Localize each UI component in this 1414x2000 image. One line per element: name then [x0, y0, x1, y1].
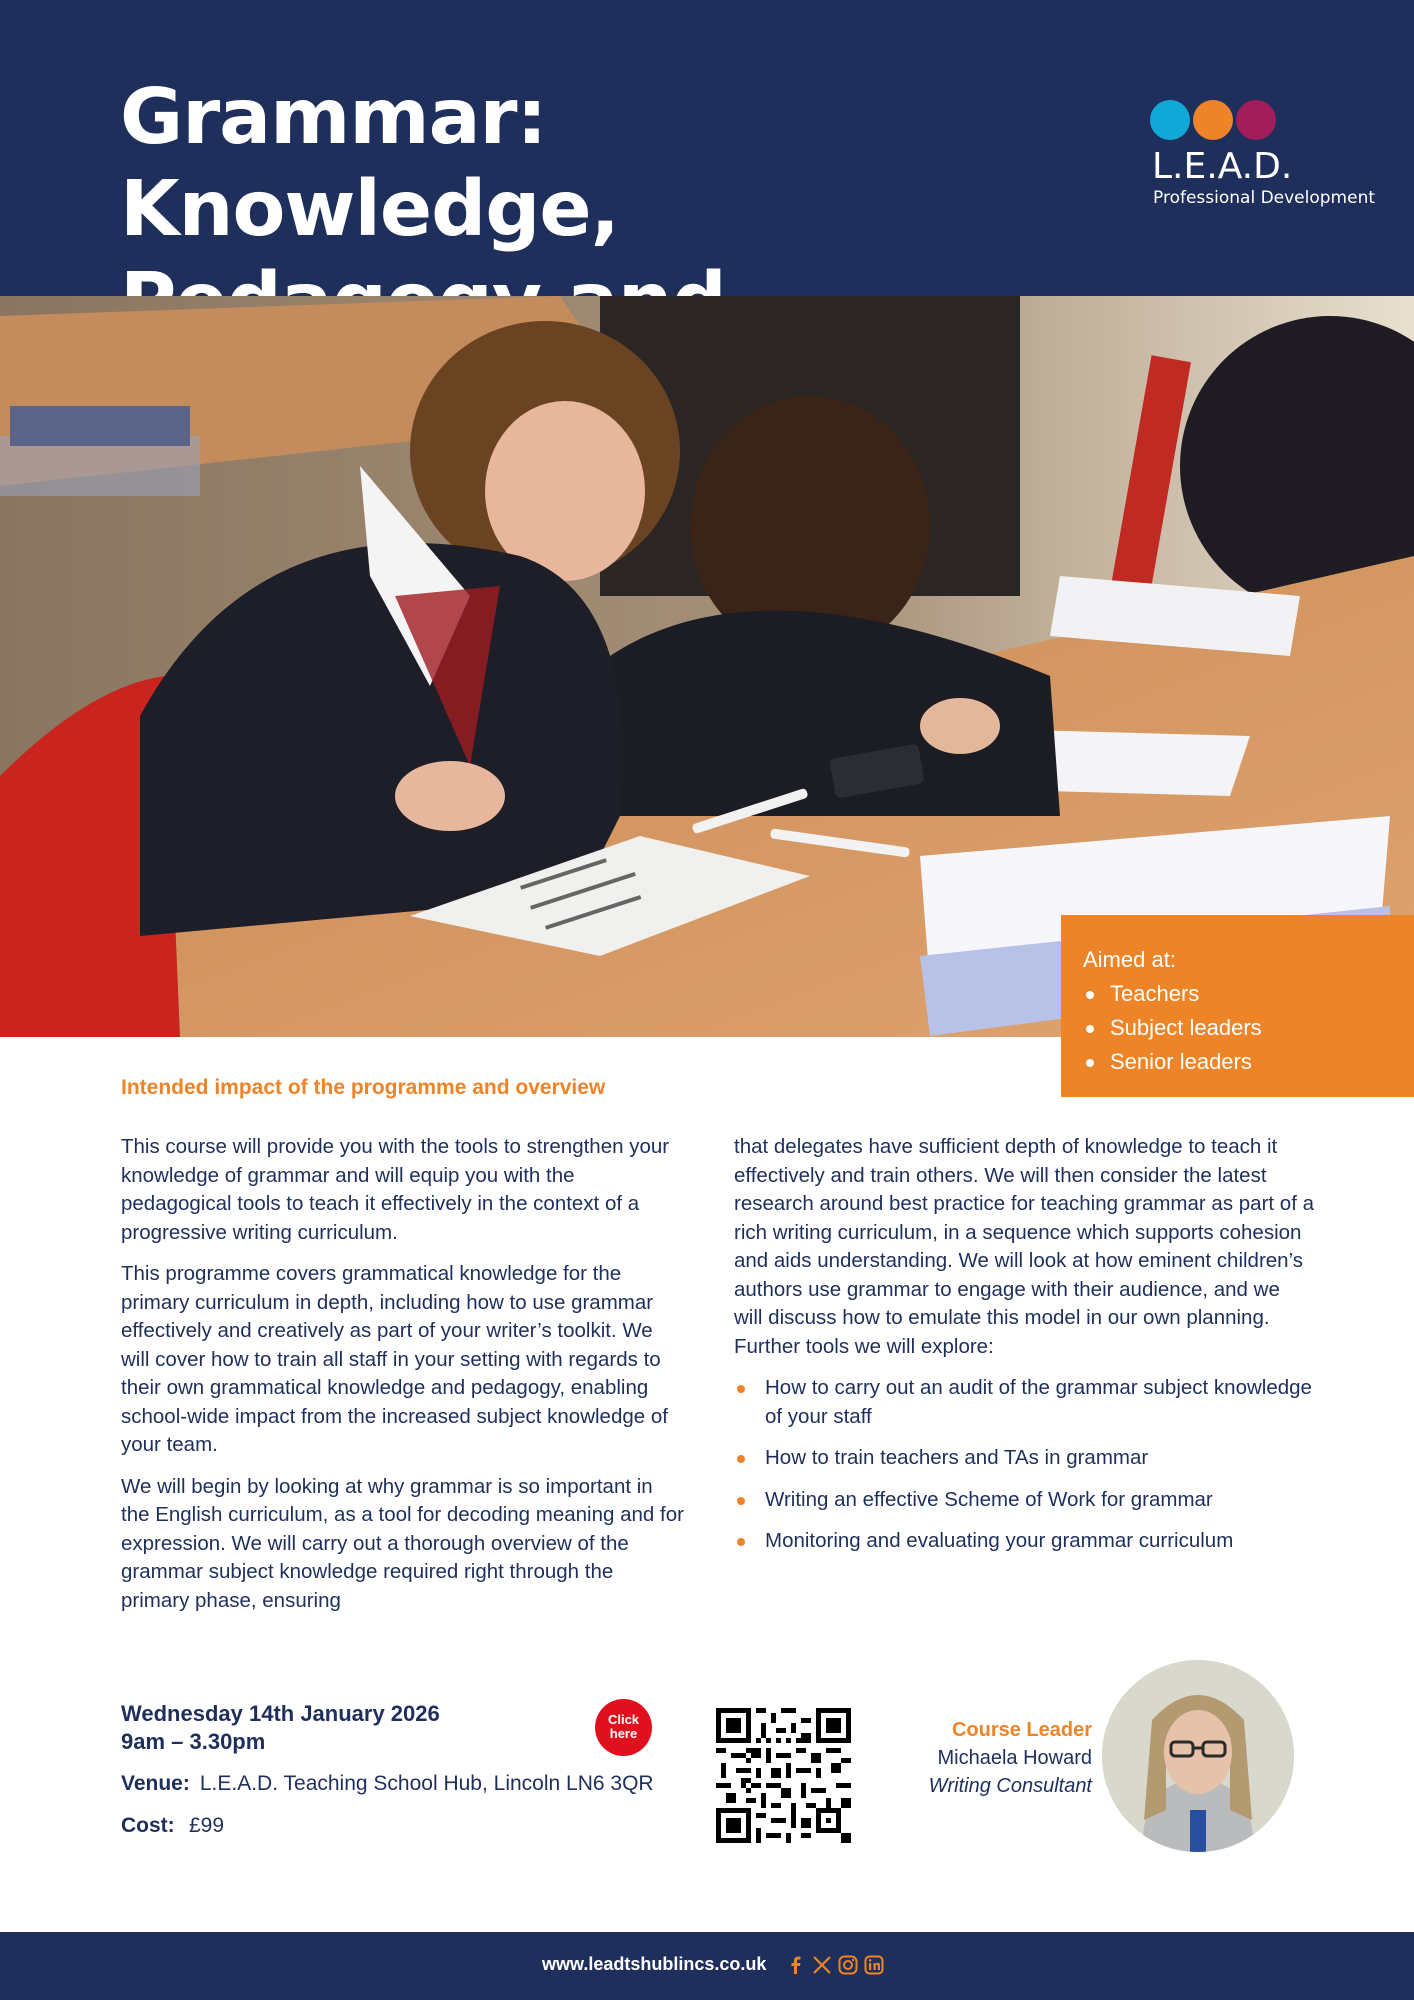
logo-text: L.E.A.D. — [1152, 146, 1293, 187]
overview-column-left — [121, 1133, 686, 1628]
overview-paragraph: We will begin by looking at why grammar is so important in the English curriculum, as a tool for decoding meaning and for expression. We will carry out a thorough overview of the grammar subject knowledge required right through the primary phase, ensuring — [121, 1474, 684, 1612]
tools-list-item: Monitoring and evaluating your grammar curriculum — [734, 1527, 1314, 1556]
tools-list-item: How to carry out an audit of the grammar subject knowledge of your staff — [734, 1374, 1314, 1431]
course-leader-role: Course Leader — [951, 1719, 1092, 1741]
aimed-at-item: Subject leaders — [1083, 1011, 1414, 1045]
aimed-at-item: Teachers — [1083, 977, 1414, 1011]
logo-dot-blue — [1150, 100, 1190, 140]
overview-paragraph: This course will provide you with the tools to strengthen your knowledge of grammar and will equip you with the pedagogical tools to teach it effectively in the context of a progressive writing curriculum. — [121, 1135, 670, 1244]
linkedin-icon[interactable] — [863, 1954, 885, 1976]
overview-column-right — [734, 1133, 1314, 1569]
avatar-illustration — [1102, 1660, 1294, 1852]
event-date: Wednesday 14th January 2026 — [121, 1701, 440, 1726]
aimed-at-box — [1061, 915, 1414, 1097]
tools-list — [734, 1374, 1314, 1556]
click-here-line-1: Click — [607, 1712, 640, 1727]
header-banner — [0, 0, 1414, 296]
x-icon[interactable] — [811, 1954, 833, 1976]
tools-list-item: How to train teachers and TAs in grammar — [734, 1444, 1314, 1473]
tools-list-item: Writing an effective Scheme of Work for grammar — [734, 1486, 1314, 1515]
event-time: 9am – 3.30pm — [121, 1729, 266, 1754]
section-heading: Intended impact of the programme and overview — [121, 1076, 606, 1099]
instagram-icon[interactable] — [837, 1954, 859, 1976]
facebook-icon[interactable] — [785, 1954, 807, 1976]
logo-dot-orange — [1193, 100, 1233, 140]
aimed-at-title: Aimed at: — [1083, 947, 1176, 972]
click-here-line-2: here — [609, 1726, 638, 1741]
logo-dot-purple — [1236, 100, 1276, 140]
website-link[interactable]: www.leadtshublincs.co.uk — [542, 1954, 767, 1974]
cost-value: £99 — [189, 1814, 225, 1837]
venue-label: Venue: — [121, 1772, 190, 1795]
cost-label: Cost: — [121, 1814, 175, 1837]
aimed-at-item: Senior leaders — [1083, 1045, 1414, 1079]
social-links — [785, 1954, 885, 1976]
venue-value: L.E.A.D. Teaching School Hub, Lincoln LN6 3QR — [199, 1772, 654, 1795]
footer — [0, 1932, 1414, 2000]
course-leader — [832, 1716, 1092, 1800]
qr-code[interactable] — [716, 1708, 851, 1843]
logo-subtext: Professional Development — [1153, 188, 1376, 208]
avatar — [1102, 1660, 1294, 1852]
title-line-1: Grammar: Knowledge, — [120, 73, 619, 254]
course-leader-job: Writing Consultant — [928, 1775, 1092, 1797]
overview-paragraph: This programme covers grammatical knowledge for the primary curriculum in depth, including how to use grammar effectively and creatively as part of your writer’s toolkit. We will cover how to train all staff in your setting with regards to their own grammatical knowledge and pedagogy, enabling school-wide impact from the increased subject knowledge of your team. — [121, 1262, 668, 1456]
lead-logo — [1150, 100, 1390, 220]
overview-paragraph: that delegates have sufficient depth of knowledge to teach it effectively and train others. We will then consider the latest research around best practice for teaching grammar as part of a rich writing curriculum, in a sequence which supports cohesion and aids understanding. We will look at how eminent children’s authors use grammar to engage with their audience, and we will discuss how to emulate this model in our own planning. Further tools we will explore: — [734, 1135, 1314, 1358]
click-here-button[interactable] — [595, 1699, 652, 1756]
venue-row — [121, 1770, 701, 1798]
course-leader-name: Michaela Howard — [937, 1747, 1092, 1769]
aimed-at-list — [1083, 977, 1414, 1079]
cost-row — [121, 1812, 701, 1840]
